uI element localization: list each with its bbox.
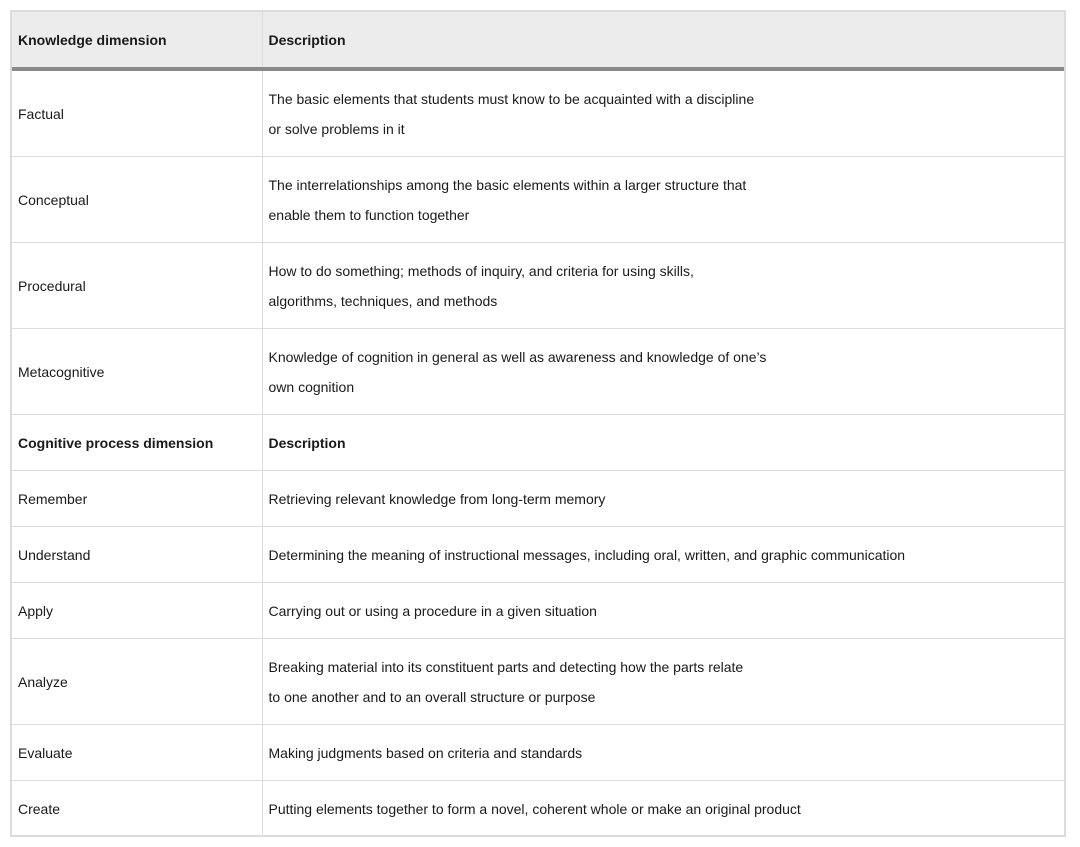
dimension-cell: Metacognitive bbox=[12, 329, 262, 415]
dimension-cell: Procedural bbox=[12, 243, 262, 329]
description-line: Retrieving relevant knowledge from long-term memory bbox=[268, 490, 606, 507]
process-cell: Evaluate bbox=[12, 725, 262, 781]
subheader-cognitive-process-dimension: Cognitive process dimension bbox=[12, 415, 262, 471]
dimension-cell: Conceptual bbox=[12, 157, 262, 243]
table-row bbox=[12, 781, 1064, 837]
table-row bbox=[12, 639, 1064, 725]
description-cell bbox=[262, 69, 1064, 157]
table-row bbox=[12, 725, 1064, 781]
description-line: or solve problems in it bbox=[268, 120, 405, 137]
table-row bbox=[12, 329, 1064, 415]
dimension-cell: Factual bbox=[12, 69, 262, 157]
process-cell: Remember bbox=[12, 471, 262, 527]
description-cell bbox=[262, 243, 1064, 329]
table-row bbox=[12, 69, 1064, 157]
description-line: enable them to function together bbox=[268, 206, 470, 223]
process-cell: Create bbox=[12, 781, 262, 837]
process-cell: Understand bbox=[12, 527, 262, 583]
description-line: to one another and to an overall structure or purpose bbox=[268, 688, 596, 705]
table-row bbox=[12, 527, 1064, 583]
description-line: Carrying out or using a procedure in a given situation bbox=[268, 602, 597, 619]
description-line: Determining the meaning of instructional messages, including oral, written, and graphic communication bbox=[268, 546, 906, 563]
process-cell: Analyze bbox=[12, 639, 262, 725]
description-cell bbox=[262, 527, 1064, 583]
table-row bbox=[12, 471, 1064, 527]
table-header-row bbox=[12, 12, 1064, 69]
taxonomy-table bbox=[12, 12, 1064, 836]
description-line: Breaking material into its constituent parts and detecting how the parts relate bbox=[268, 658, 744, 675]
table-row bbox=[12, 243, 1064, 329]
cognitive-subheader-row bbox=[12, 415, 1064, 471]
description-cell bbox=[262, 471, 1064, 527]
description-line: Putting elements together to form a novel, coherent whole or make an original product bbox=[268, 800, 801, 817]
header-knowledge-dimension: Knowledge dimension bbox=[12, 12, 262, 69]
description-line: own cognition bbox=[268, 378, 355, 395]
description-line: algorithms, techniques, and methods bbox=[268, 292, 498, 309]
description-line: The basic elements that students must know to be acquainted with a discipline bbox=[268, 90, 755, 107]
table-row bbox=[12, 157, 1064, 243]
table-row bbox=[12, 583, 1064, 639]
description-line: Knowledge of cognition in general as well as awareness and knowledge of one’s bbox=[268, 348, 767, 365]
description-line: Making judgments based on criteria and standards bbox=[268, 744, 583, 761]
description-cell bbox=[262, 583, 1064, 639]
description-line: The interrelationships among the basic elements within a larger structure that bbox=[268, 176, 747, 193]
description-cell bbox=[262, 329, 1064, 415]
description-cell bbox=[262, 781, 1064, 837]
process-cell: Apply bbox=[12, 583, 262, 639]
description-cell bbox=[262, 639, 1064, 725]
header-description: Description bbox=[262, 12, 1064, 69]
subheader-description: Description bbox=[262, 415, 1064, 471]
description-line: How to do something; methods of inquiry, and criteria for using skills, bbox=[268, 262, 694, 279]
taxonomy-table-container bbox=[10, 10, 1066, 837]
description-cell bbox=[262, 725, 1064, 781]
description-cell bbox=[262, 157, 1064, 243]
